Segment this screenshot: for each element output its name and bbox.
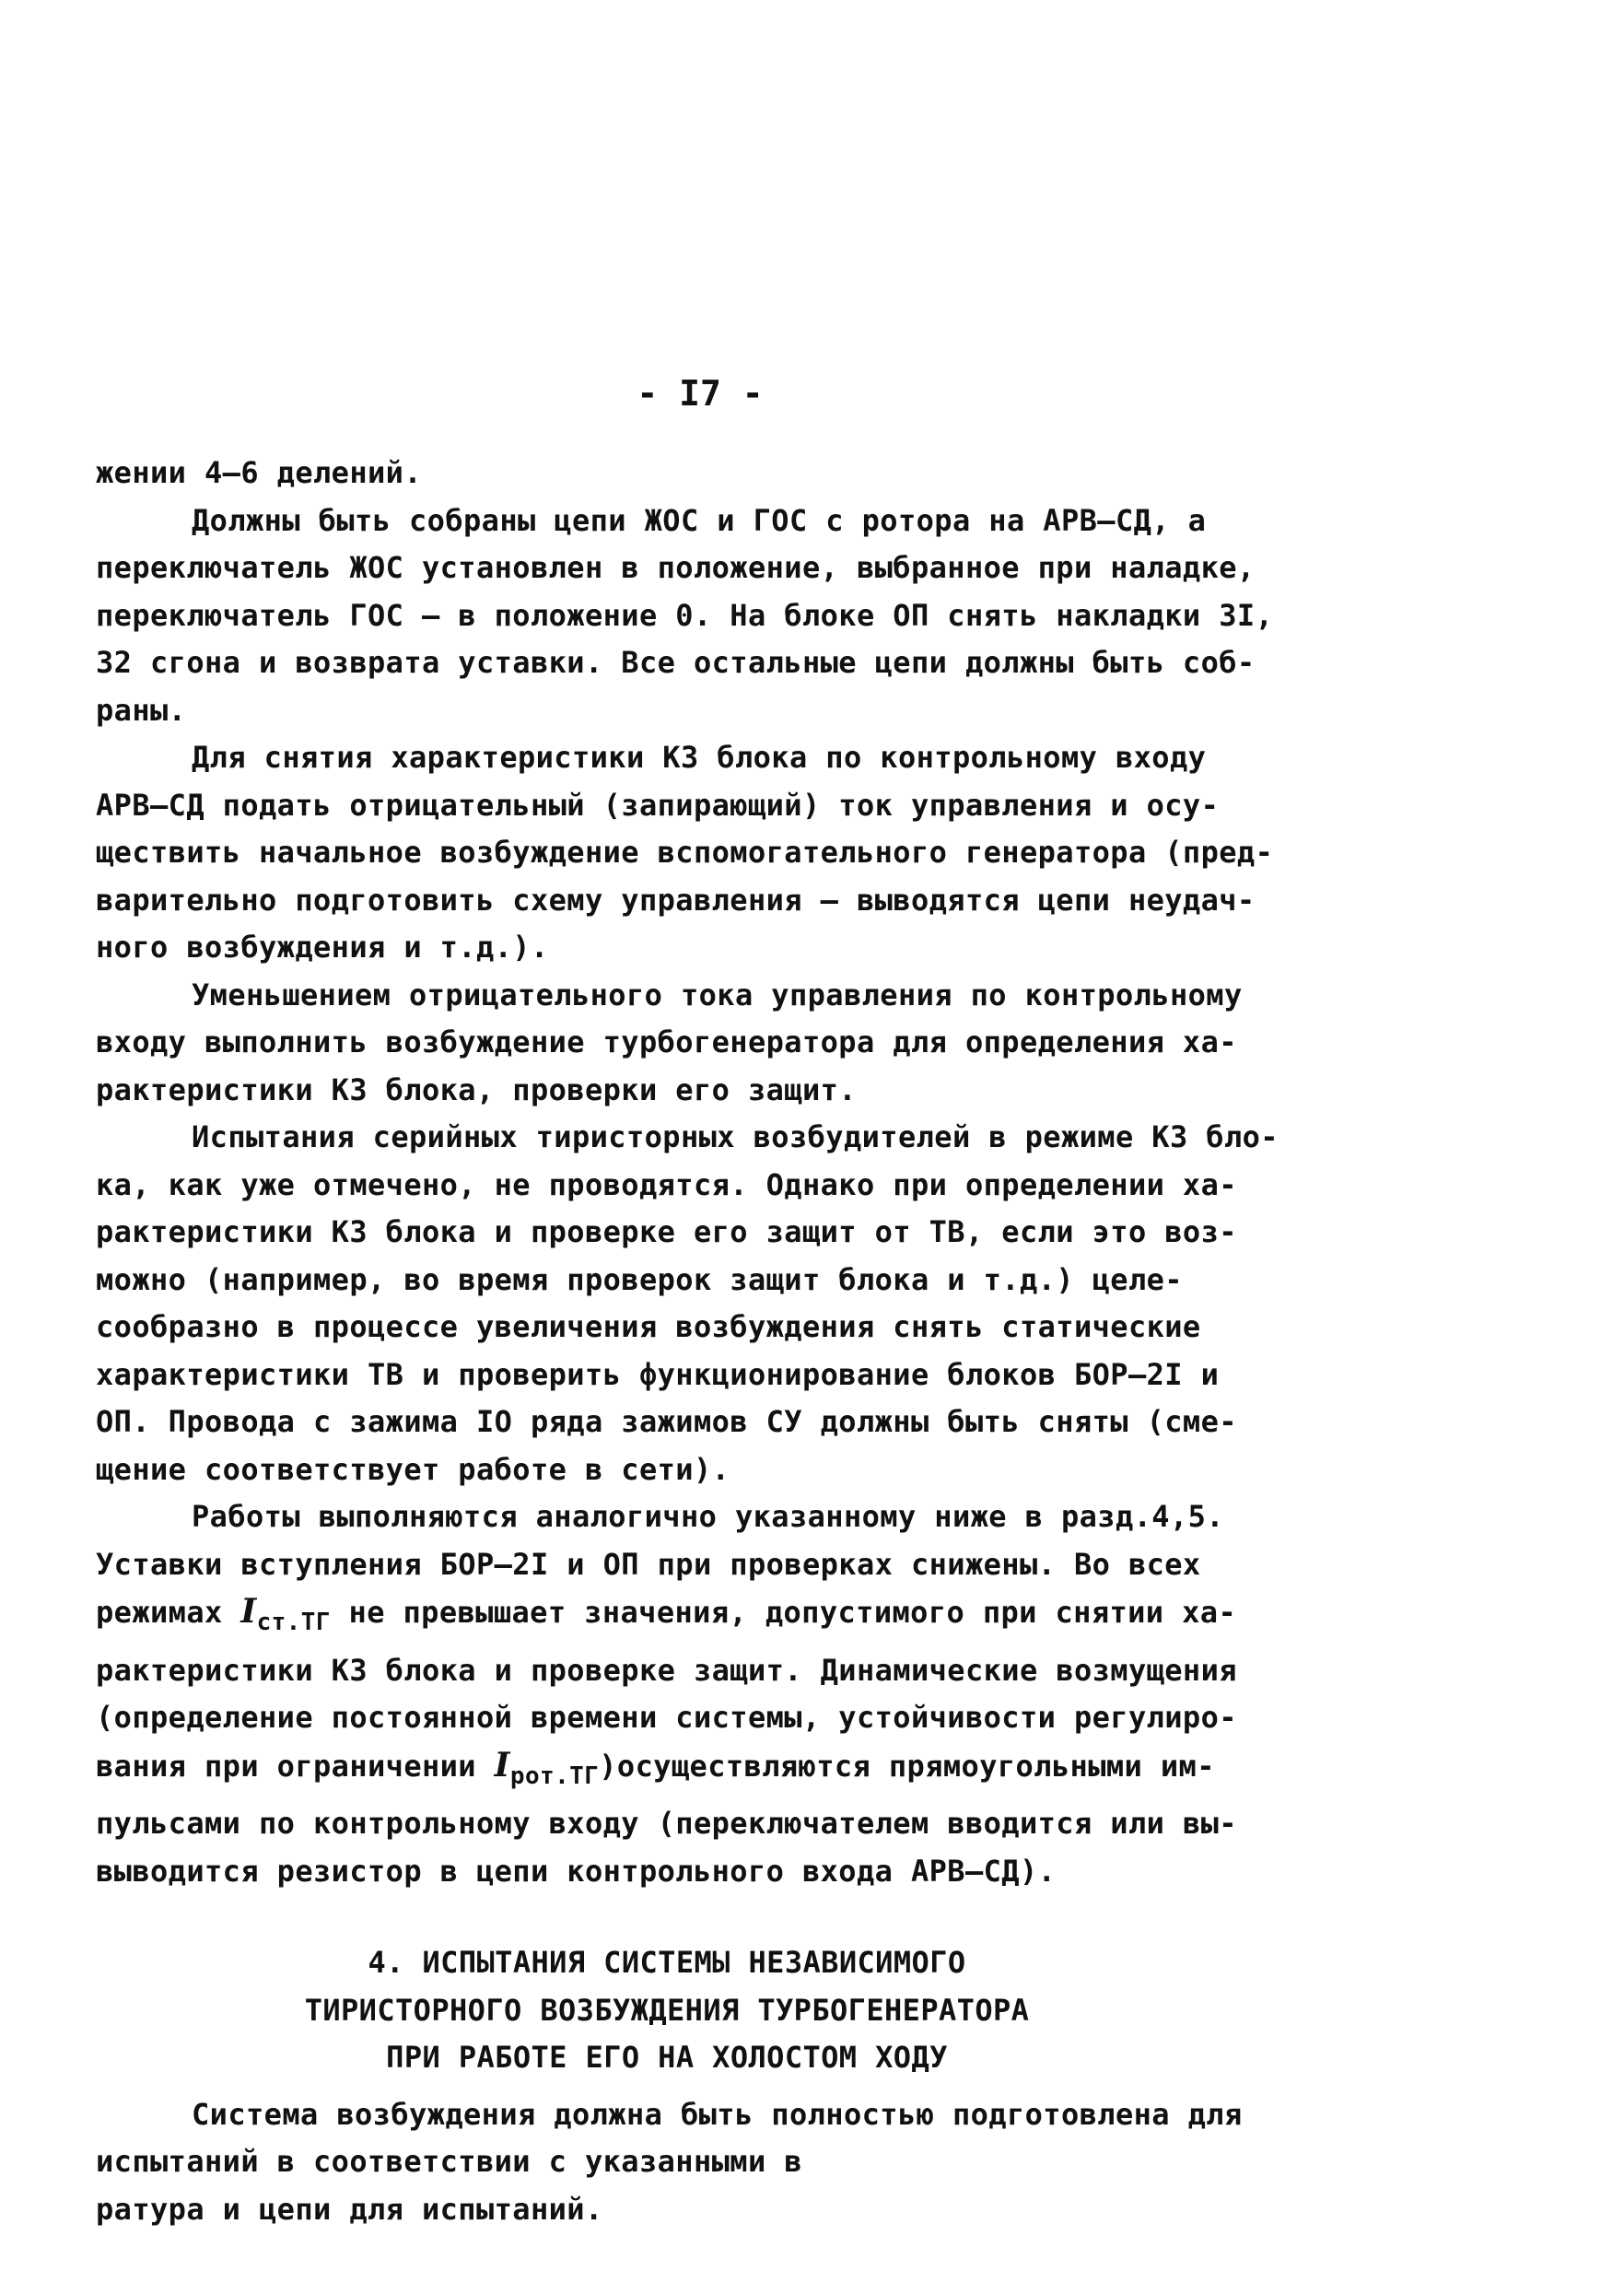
body-text — [96, 450, 1330, 2233]
paragraph-line: сообразно в процессе увеличения возбуждения снять статические — [96, 1309, 1201, 1344]
formula-text-after: не превышает значения, допустимого при снятии ха- — [330, 1595, 1237, 1630]
paragraph-line: можно (например, во время проверок защит блока и т.д.) целе- — [96, 1261, 1183, 1297]
paragraph-line: щение соответствует работе в сети). — [96, 1451, 730, 1487]
paragraph-line: ществить начальное возбуждение вспомогательного генератора (пред- — [96, 835, 1274, 870]
paragraph-line: Испытания серийных тиристорных возбудителей в режиме КЗ бло- — [192, 1119, 1279, 1154]
paragraph-line: рактеристики КЗ блока, проверки его защит. — [96, 1071, 857, 1107]
formula-text-before: режимах — [96, 1595, 241, 1630]
section-heading-line: ПРИ РАБОТЕ ЕГО НА ХОЛОСТОМ ХОДУ — [386, 2040, 948, 2075]
paragraph-line: характеристики ТВ и проверить функционирование блоков БОР–2I и — [96, 1356, 1220, 1392]
section-spacer — [96, 2082, 1330, 2091]
current-symbol: I — [240, 1592, 257, 1631]
paragraph-line: 32 сгона и возврата уставки. Все остальные цепи должны быть соб- — [96, 645, 1256, 680]
page-number: - I7 - — [637, 373, 764, 414]
paragraph-line: АРВ–СД подать отрицательный (запирающий) ток управления и осу- — [96, 787, 1220, 823]
paragraph-line: рактеристики КЗ блока и проверке защит. Динамические возмущения — [96, 1652, 1237, 1688]
section-heading — [96, 1939, 1330, 2082]
paragraph-line: варительно подготовить схему управления – выводятся цепи неудач- — [96, 882, 1256, 918]
paragraph-line: входу выполнить возбуждение турбогенератора для определения ха- — [96, 1024, 1237, 1059]
paragraph-line: ка, как уже отмечено, не проводятся. Однако при определении ха- — [96, 1166, 1237, 1202]
formula-line — [96, 1742, 1330, 1801]
paragraph-line: Уставки вступления БОР–2I и ОП при проверках снижены. Во всех — [96, 1546, 1201, 1582]
paragraph-line: Для снятия характеристики КЗ блока по контрольному входу — [192, 740, 1207, 775]
paragraph-line: испытаний в соответствии с указанными в — [96, 2144, 802, 2179]
section-heading-line: ТИРИСТОРНОГО ВОЗБУЖДЕНИЯ ТУРБОГЕНЕРАТОРА — [304, 1992, 1030, 2028]
paragraph-line: ного возбуждения и т.д.). — [96, 930, 549, 965]
paragraph-line: (определение постоянной времени системы, устойчивости регулиро- — [96, 1700, 1237, 1735]
paragraph-line: ратура и цепи для испытаний. — [96, 2191, 603, 2227]
current-subscript: ст.ТГ — [256, 1609, 331, 1636]
paragraph-line: рактеристики КЗ блока и проверке его защит от ТВ, если это воз- — [96, 1214, 1237, 1249]
paragraph-line: жении 4–6 делений. — [96, 455, 422, 490]
paragraph-line: Должны быть собраны цепи ЖОС и ГОС с ротора на АРВ–СД, а — [192, 502, 1207, 538]
paragraph-line: раны. — [96, 692, 187, 728]
paragraph-line: пульсами по контрольному входу (переключателем вводится или вы- — [96, 1806, 1237, 1841]
formula-line — [96, 1588, 1330, 1647]
paragraph-line: ОП. Провода с зажима IO ряда зажимов СУ должны быть сняты (сме- — [96, 1404, 1237, 1439]
paragraph-line: переключатель ЖОС установлен в положение, выбранное при наладке, — [96, 550, 1256, 585]
paragraph-line: выводится резистор в цепи контрольного входа АРВ–СД). — [96, 1853, 1057, 1889]
paragraph-line: Система возбуждения должна быть полностью подготовлена для — [192, 2096, 1243, 2132]
section-spacer — [96, 1895, 1330, 1939]
current-symbol: I — [494, 1745, 510, 1785]
section-heading-line: 4. ИСПЫТАНИЯ СИСТЕМЫ НЕЗАВИСИМОГО — [368, 1945, 966, 1980]
paragraph-line: переключатель ГОС – в положение 0. На блоке ОП снять накладки 3I, — [96, 597, 1274, 633]
current-subscript: рот.ТГ — [509, 1761, 600, 1790]
paragraph-line: Работы выполняются аналогично указанному ниже в разд.4,5. — [192, 1499, 1224, 1534]
formula-text-after: )осуществляются прямоугольными им- — [599, 1748, 1215, 1784]
paragraph-line: Уменьшением отрицательного тока управления по контрольному — [192, 977, 1243, 1012]
formula-text-before: вания при ограничении — [96, 1748, 495, 1784]
